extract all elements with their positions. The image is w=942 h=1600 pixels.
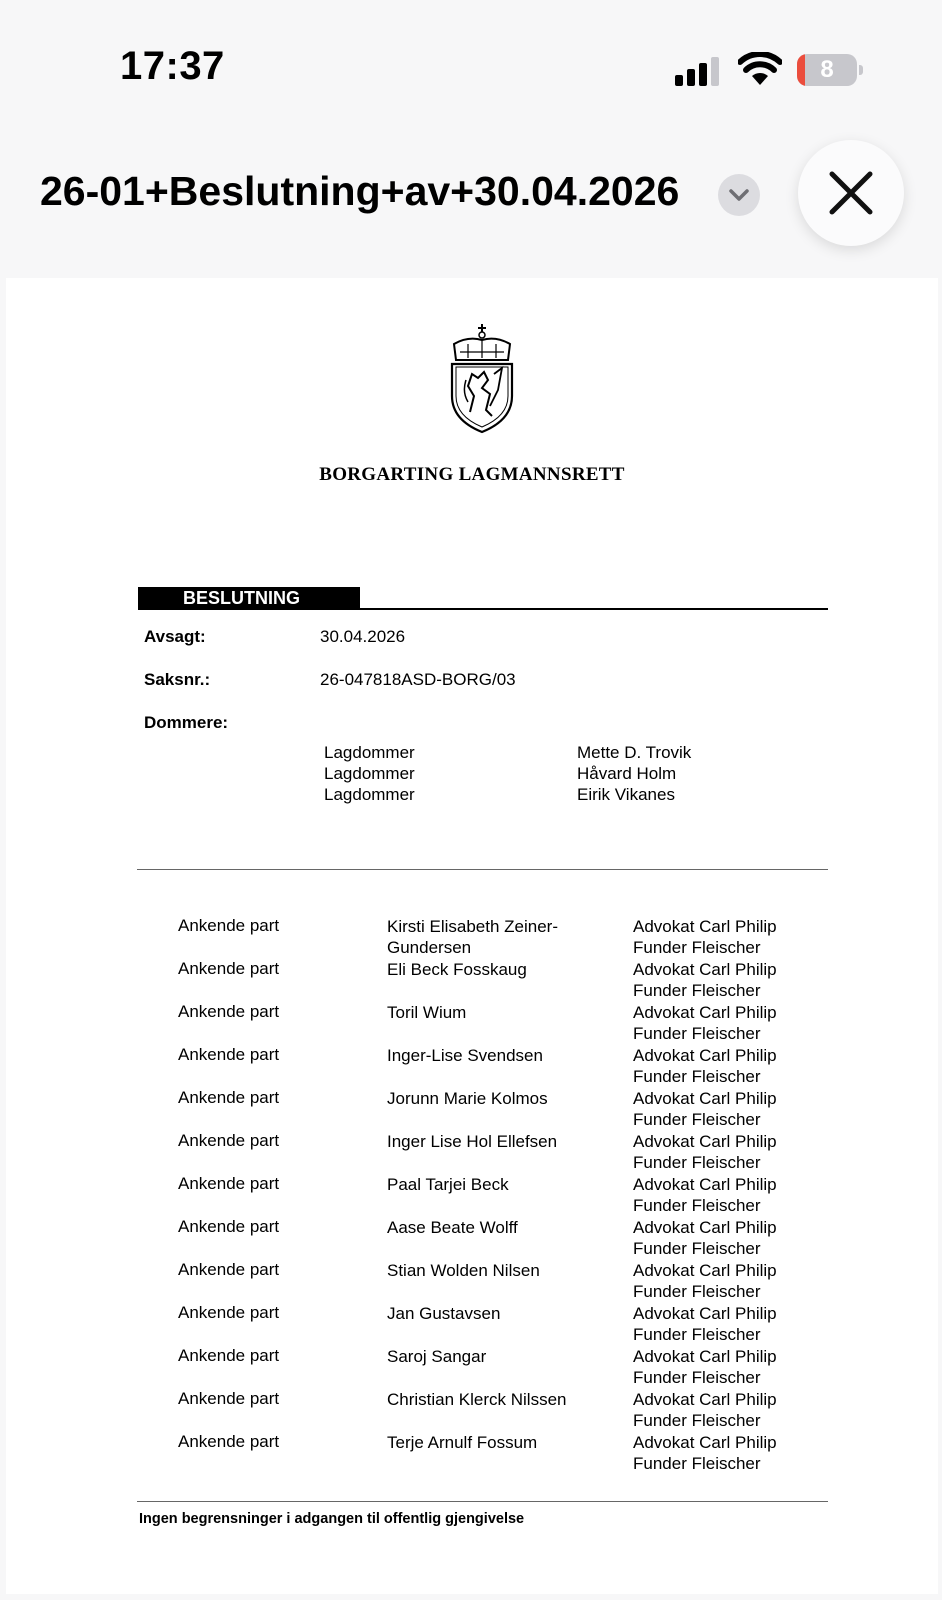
party-name: Christian Klerck Nilssen: [387, 1390, 567, 1409]
coat-of-arms-icon: [446, 322, 518, 434]
party-name: Terje Arnulf Fossum: [387, 1433, 538, 1452]
dommere-label: Dommere:: [144, 713, 229, 732]
party-name: Jorunn Marie Kolmos: [387, 1089, 548, 1108]
party-lawyer: Advokat Carl Philip Funder Fleischer: [633, 1089, 777, 1129]
party-name: Toril Wium: [387, 1003, 467, 1022]
party-lawyer: Advokat Carl Philip Funder Fleischer: [633, 1304, 777, 1344]
saksnr-label: Saksnr.:: [144, 670, 211, 689]
party-lawyer: Advokat Carl Philip Funder Fleischer: [633, 960, 777, 1000]
party-name: Aase Beate Wolff: [387, 1218, 518, 1237]
party-name: Eli Beck Fosskaug: [387, 960, 527, 979]
court-name: BORGARTING LAGMANNSRETT: [319, 464, 625, 485]
party-lawyer: Advokat Carl Philip Funder Fleischer: [633, 1261, 777, 1301]
divider: [138, 608, 828, 610]
judge-name: Mette D. Trovik: [577, 743, 692, 762]
party-role: Ankende part: [178, 1389, 280, 1408]
judge-role: Lagdommer: [324, 785, 415, 804]
document-title-bar: [0, 140, 942, 275]
party-name: Saroj Sangar: [387, 1347, 487, 1366]
judge-role: Lagdommer: [324, 743, 415, 762]
judge-name: Eirik Vikanes: [577, 785, 675, 804]
party-role: Ankende part: [178, 1131, 280, 1150]
avsagt-label: Avsagt:: [144, 627, 206, 646]
battery-icon: [797, 54, 863, 86]
chevron-down-icon: [718, 174, 760, 216]
saksnr-value: 26-047818ASD-BORG/03: [320, 670, 516, 689]
close-button[interactable]: [798, 140, 904, 246]
party-lawyer: Advokat Carl Philip Funder Fleischer: [633, 1003, 777, 1043]
party-role: Ankende part: [178, 1346, 280, 1365]
party-role: Ankende part: [178, 916, 280, 935]
party-lawyer: Advokat Carl Philip Funder Fleischer: [633, 1433, 777, 1473]
party-name: Stian Wolden Nilsen: [387, 1261, 540, 1280]
party-lawyer: Advokat Carl Philip Funder Fleischer: [633, 1347, 777, 1387]
wifi-icon: [738, 52, 782, 86]
title-menu-button[interactable]: [718, 174, 760, 216]
party-lawyer: Advokat Carl Philip Funder Fleischer: [633, 1046, 777, 1086]
divider: [137, 869, 828, 870]
judge-role: Lagdommer: [324, 764, 415, 783]
decision-label: BESLUTNING: [138, 587, 360, 609]
status-bar: [0, 0, 942, 140]
party-name: Paal Tarjei Beck: [387, 1175, 509, 1194]
cellular-signal-icon: [675, 56, 723, 86]
status-time: 17:37: [120, 44, 225, 88]
party-lawyer: Advokat Carl Philip Funder Fleischer: [633, 1132, 777, 1172]
party-role: Ankende part: [178, 1174, 280, 1193]
battery-level: 8: [820, 56, 834, 83]
party-role: Ankende part: [178, 1303, 280, 1322]
party-role: Ankende part: [178, 1045, 280, 1064]
publication-note: Ingen begrensninger i adgangen til offentlig gjengivelse: [139, 1511, 525, 1527]
party-name: Inger-Lise Svendsen: [387, 1046, 543, 1065]
party-lawyer: Advokat Carl Philip Funder Fleischer: [633, 1390, 777, 1430]
party-name: Inger Lise Hol Ellefsen: [387, 1132, 558, 1151]
party-role: Ankende part: [178, 1432, 280, 1451]
document-title[interactable]: 26-01+Beslutning+av+30.04.2026: [40, 168, 680, 214]
party-lawyer: Advokat Carl Philip Funder Fleischer: [633, 1175, 777, 1215]
party-role: Ankende part: [178, 1260, 280, 1279]
party-role: Ankende part: [178, 1088, 280, 1107]
party-lawyer: Advokat Carl Philip Funder Fleischer: [633, 1218, 777, 1258]
divider: [137, 1501, 828, 1502]
party-name: Jan Gustavsen: [387, 1304, 501, 1323]
party-lawyer: Advokat Carl Philip Funder Fleischer: [633, 917, 777, 957]
judge-name: Håvard Holm: [577, 764, 677, 783]
decision-header: [138, 587, 828, 611]
party-role: Ankende part: [178, 959, 280, 978]
close-icon: [798, 140, 904, 246]
party-role: Ankende part: [178, 1217, 280, 1236]
party-name: Kirsti Elisabeth Zeiner-Gundersen: [387, 917, 559, 957]
avsagt-value: 30.04.2026: [320, 627, 406, 646]
party-role: Ankende part: [178, 1002, 280, 1021]
document-page[interactable]: [6, 278, 938, 1594]
